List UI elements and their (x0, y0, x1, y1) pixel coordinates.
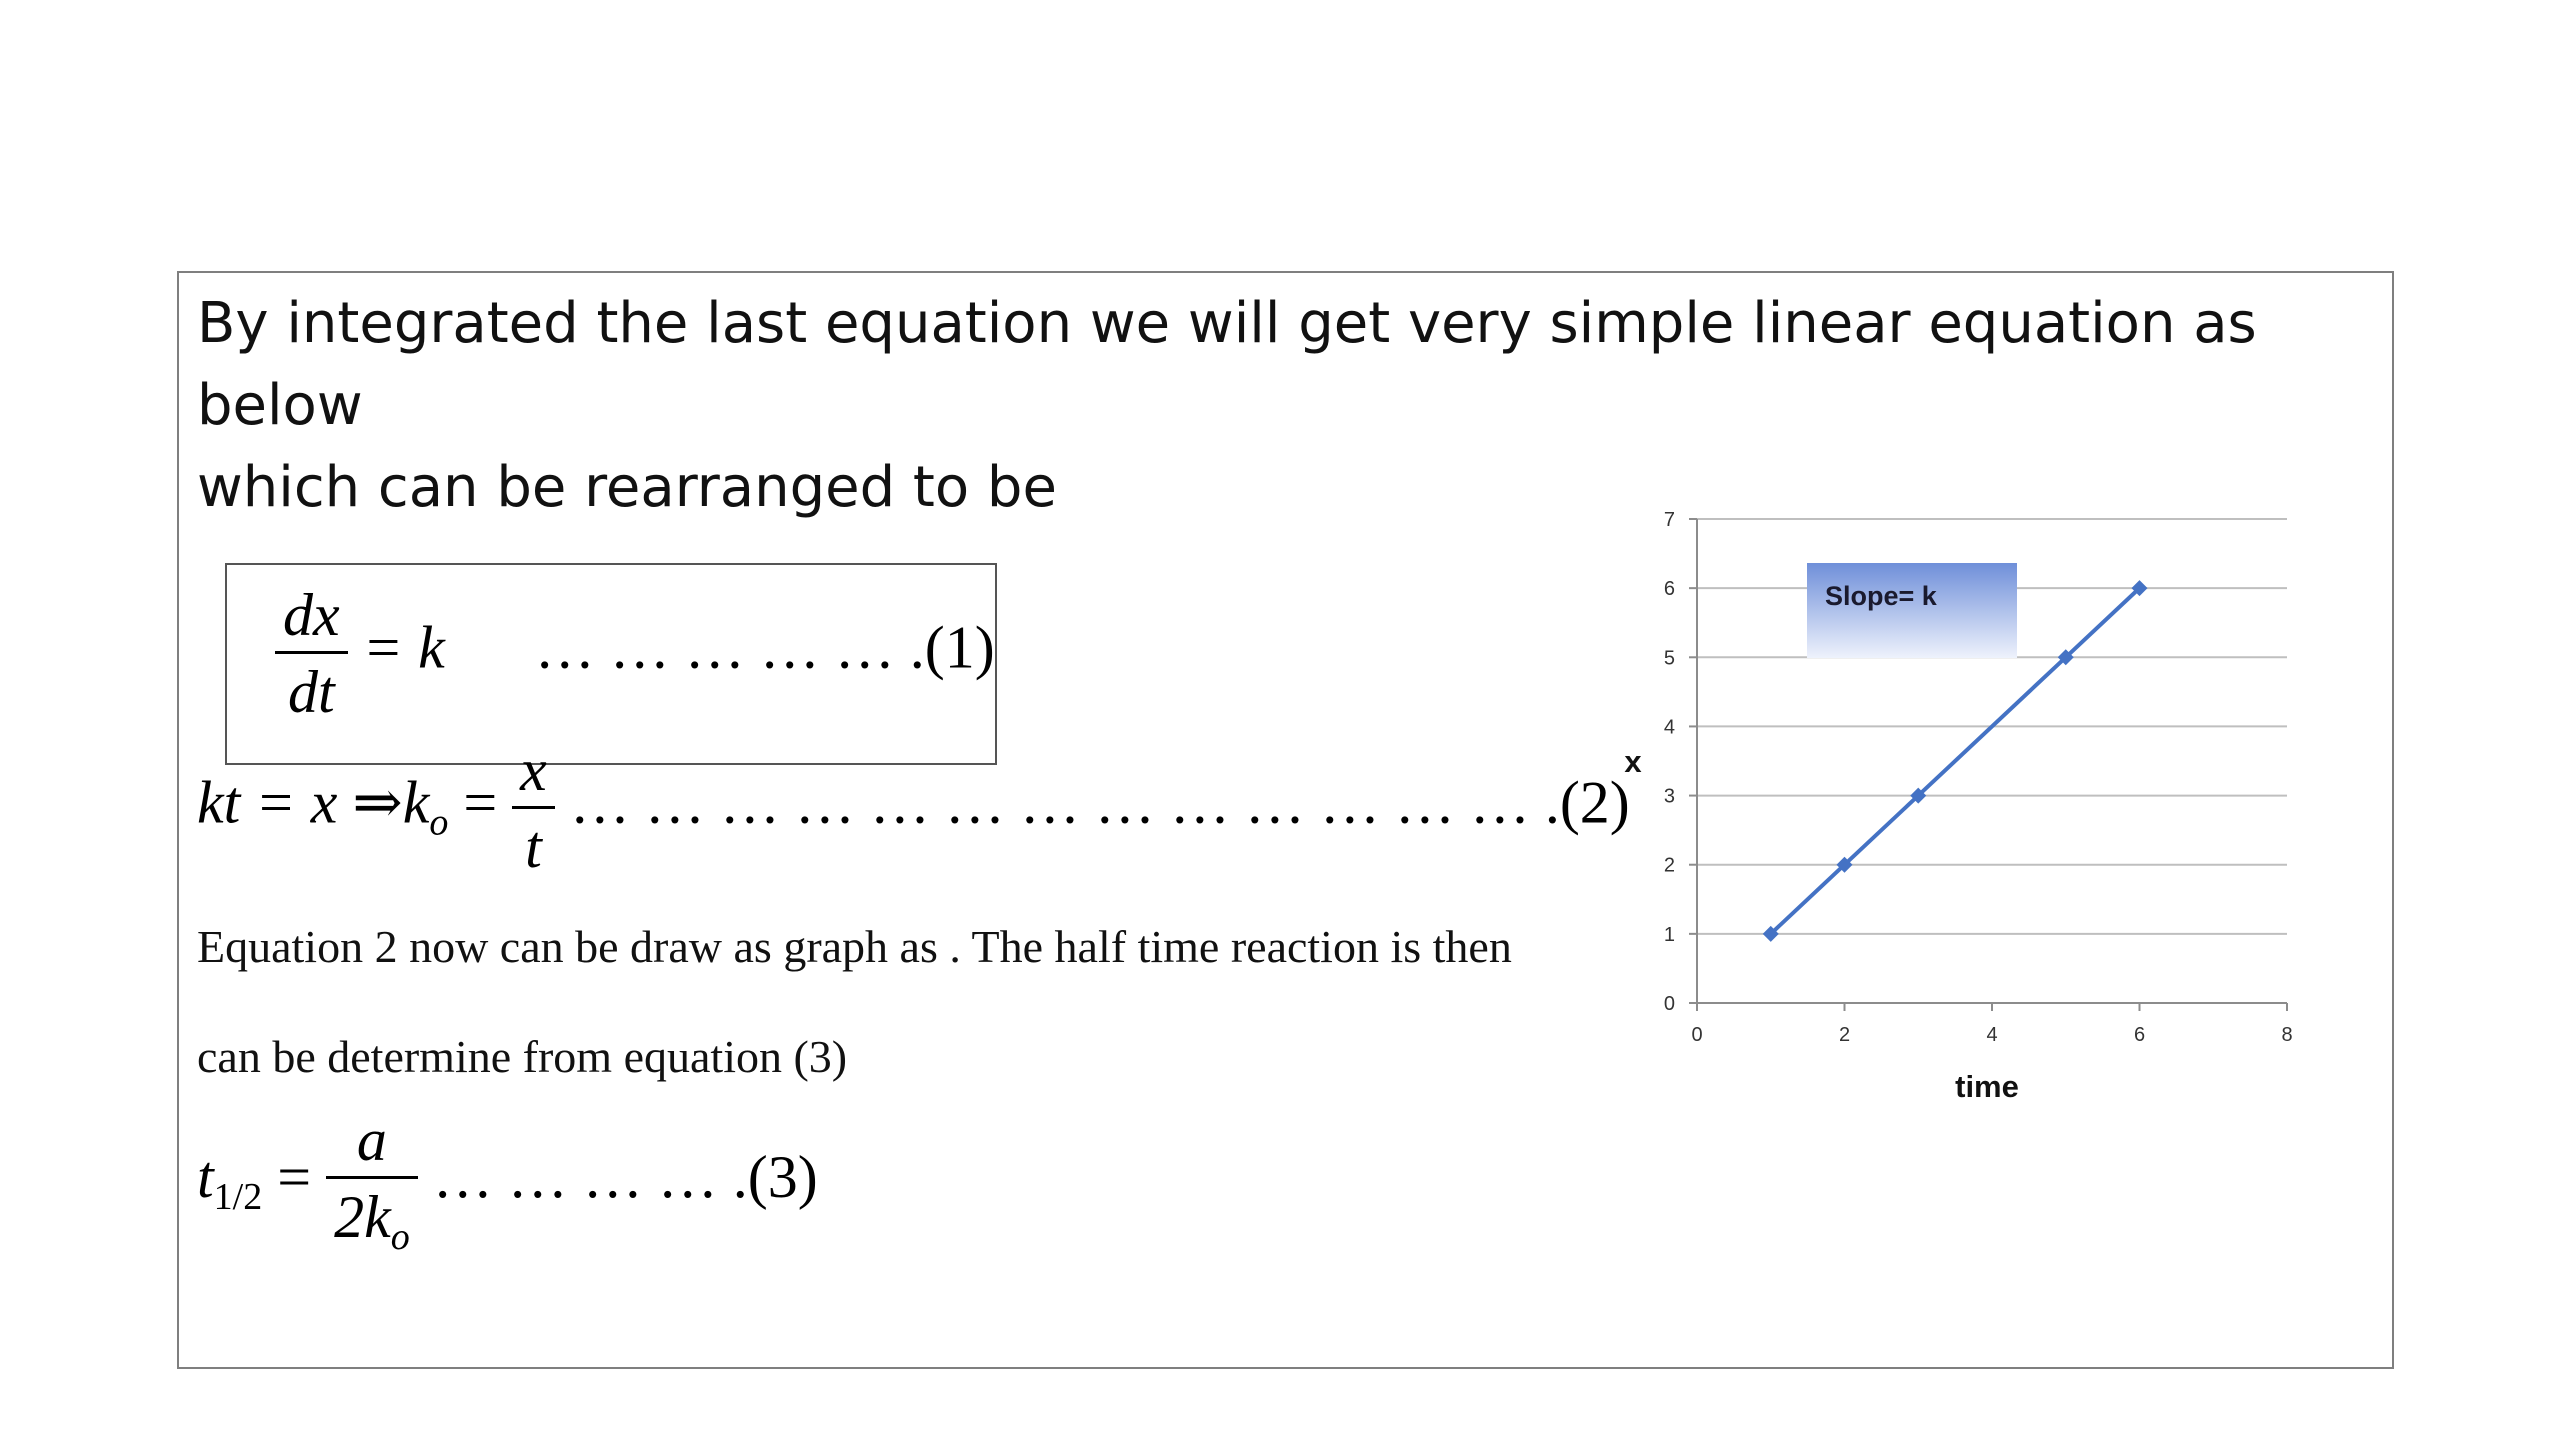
paragraph-line-2: can be determine from equation (3) (197, 1031, 848, 1082)
eq1-label: (1) (924, 614, 995, 681)
x-tick-label: 0 (1691, 1024, 1703, 1046)
eq2-label: (2) (1559, 769, 1630, 836)
eq3-den-subscript: o (390, 1216, 410, 1258)
y-axis-title: x (1624, 744, 1642, 779)
slope-annotation-text: Slope= k (1825, 581, 1937, 611)
eq3-dots: … … … … . (432, 1143, 748, 1210)
eq3-label: (3) (747, 1143, 818, 1210)
paragraph-line-1: Equation 2 now can be draw as graph as . The half time reaction is then (197, 921, 1512, 972)
eq3-lhs: t (197, 1143, 214, 1210)
y-tick-label: 1 (1663, 923, 1675, 946)
y-tick-label: 7 (1663, 509, 1675, 531)
eq2-dots: … … … … … … … … … … … … … . (569, 769, 1560, 836)
eq3-denominator: 2k (334, 1184, 391, 1250)
eq3-numerator: a (356, 1107, 387, 1173)
eq1-dots: … … … … … . (534, 614, 925, 681)
intro-line-1: By integrated the last equation we will get very simple linear equation as below (197, 291, 2257, 438)
y-tick-label: 3 (1663, 785, 1675, 808)
eq1-denominator: dt (287, 659, 335, 725)
x-tick-label: 2 (1838, 1024, 1851, 1046)
eq3-subscript: 1/2 (213, 1175, 263, 1218)
y-tick-label: 2 (1663, 854, 1675, 877)
eq2-lhs: kt = x ⇒k (197, 769, 430, 836)
x-tick-label: 4 (1986, 1024, 1998, 1046)
eq2-denominator: t (525, 814, 542, 880)
eq2-equals: = (448, 769, 513, 836)
intro-line-2: which can be rearranged to be (197, 455, 1057, 520)
y-tick-label: 0 (1663, 993, 1675, 1015)
x-tick-label: 8 (2281, 1024, 2293, 1046)
y-tick-label: 5 (1663, 647, 1675, 670)
eq1-rhs: = k (362, 614, 445, 681)
eq1-numerator: dx (283, 582, 340, 648)
eq2-subscript: o (429, 801, 449, 844)
x-axis-title: time (1955, 1069, 2019, 1104)
y-tick-label: 4 (1663, 716, 1675, 739)
x-tick-label: 6 (2133, 1024, 2146, 1046)
eq2-numerator: x (520, 737, 547, 803)
eq3-equals: = (262, 1143, 327, 1210)
y-tick-label: 6 (1663, 578, 1675, 601)
